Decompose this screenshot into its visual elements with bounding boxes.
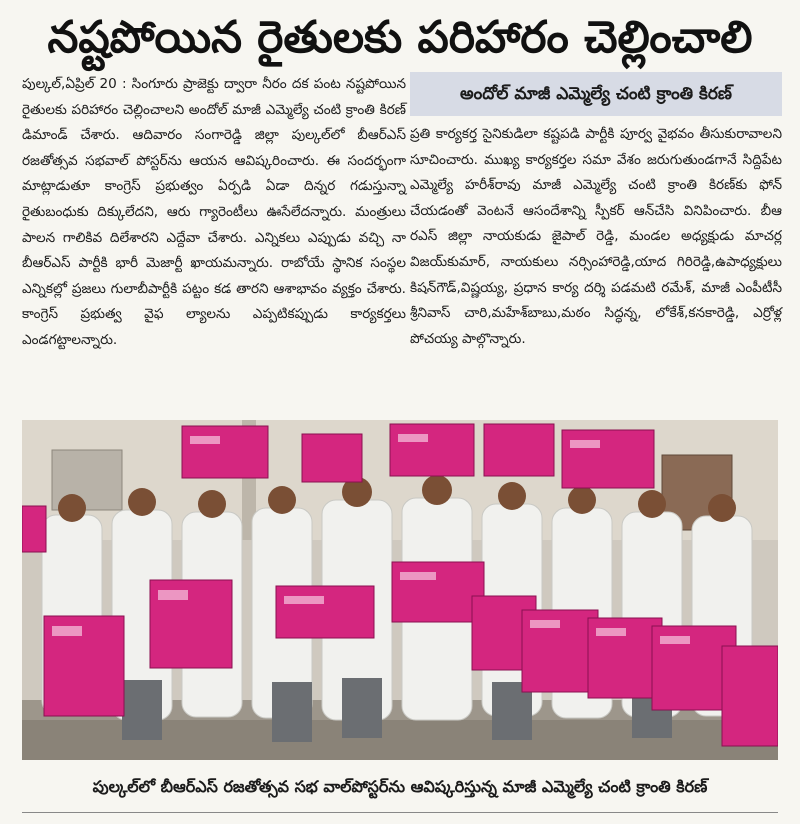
body-paragraph-left: పుల్కల్,ఏప్రిల్ 20 : సింగూరు ప్రాజెక్టు ద్వారా నీరం దక పంట నష్టపోయిన రైతులకు పరిహారం చెల్లించాలని అందోల్ మాజీ ఎమ్మెల్యే చంటి క్రాంతి కిరణ్ డిమాండ్ చేశారు. ఆదివారం సంగారెడ్డి జిల్లా పుల్కల్‌లో బీఆర్ఎస్ రజతోత్సవ సభవాల్ పోస్టర్‌ను ఆయన ఆవిష్కరించారు. ఈ సందర్భంగా మాట్లాడుతూ కాంగ్రెస్ ప్రభుత్వం ఏర్పడి ఏడా దిన్నర గడుస్తున్నా రైతుబంధుకు దిక్కులేదని, ఆరు గ్యారెంటీలు ఊసేలేదన్నారు. మంత్రులు పాలన గాలికివ దిలేశారని ఎద్దేవా చేశారు. ఎన్నికలు ఎప్పుడు వచ్చి నా బీఆర్ఎస్ పార్టీకి భారీ మెజార్టీ ఖాయమన్నారు. రాబోయే స్థానిక సంస్థల ఎన్నికల్లో ప్రజలు గులాబీపార్టీకి పట్టం కడ తారని ఆశాభావం వ్యక్తం చేశారు. కాంగ్రెస్ ప్రభుత్వ వైఫ ల్యాలను ఎప్పటికప్పుడు కార్యకర్తలు ఎండగట్టాలన్నారు. [22,76,406,348]
article-body-left-column [22,72,406,408]
photo-caption: పుల్కల్‌లో బీఆర్ఎస్ రజతోత్సవ సభ వాల్‌పోస్టర్‌ను ఆవిష్కరిస్తున్న మాజీ ఎమ్మెల్యే చంటి క్రాంతి కిరణ్ [92,777,708,796]
article-body-right-column [410,72,782,412]
news-photo [22,420,778,760]
body-paragraph-right: ప్రతి కార్యకర్త సైనికుడిలా కష్టపడి పార్టీకి పూర్వ వైభవం తీసుకురావాలని సూచించారు. ముఖ్య కార్యకర్తల సమా వేశం జరుగుతుండగానే సిద్దిపేట ఎమ్మెల్యే హరీశ్‌రావు మాజీ ఎమ్మెల్యే చంటి క్రాంతి కిరణ్‌కు ఫోన్ చేయడంతో వెంటనే ఆసందేశాన్ని స్పీకర్ ఆన్‌చేసి వినిపించారు. బీఆ రఎస్ జిల్లా నాయకుడు జైపాల్ రెడ్డి, మండల అధ్యక్షుడు మాచర్ల విజయ్‌కుమార్, నాయకులు నర్సింహారెడ్డి,యాద గిరిరెడ్డి,ఉపాధ్యక్షులు కిషన్‌గౌడ్,విష్ణయ్య, ప్రధాన కార్య దర్శి పడమటి రమేశ్, మాజీ ఎంపీటీసీ శ్రీనివాస్ చారి,మహేశ్‌బాబు,మఠం సిద్ధన్న, లోకేశ్,కనకారెడ్డి, ఎర్రోళ్ల పోచయ్య పాల్గొన్నారు. [410,126,782,347]
article-subheadline: అందోల్ మాజీ ఎమ్మెల్యే చంటి క్రాంతి కిరణ్ [410,72,782,116]
article-headline: నష్టపోయిన రైతులకు పరిహారం చెల్లించాలి [47,12,753,63]
photo-illustration [22,420,778,760]
bottom-divider [22,812,778,813]
